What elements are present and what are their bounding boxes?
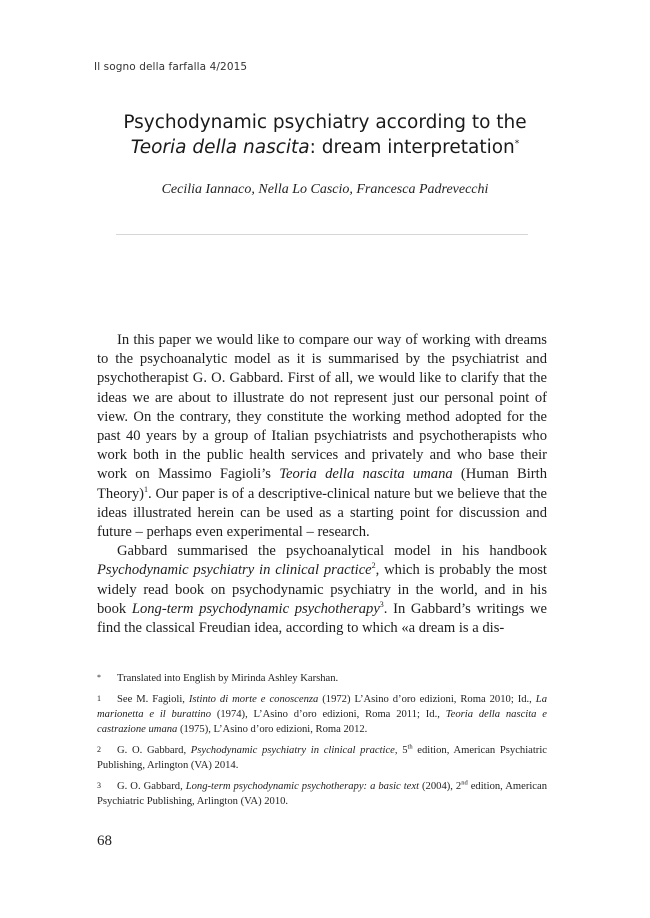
footnote-italic: Teoria della nascita e castrazione umana <box>97 709 547 735</box>
footnote-mark: 2 <box>97 745 101 754</box>
footnote-mark: 3 <box>97 781 101 790</box>
p1-text-a: In this paper we would like to compare our way of working with dreams to the psychoanalytic model as it is summarised by the psychiatrist and psychotherapist G. O. Gabbard. First of all, we would like to clarify that the ideas we are about to illustrate do not represent just our personal point of view. On the contrary, they constitute the working method adopted for the past 40 years by a group of Italian psychiatrists and psychotherapists who work both in the public health services and privately and who base their work on Massimo Fagioli’s <box>97 332 547 483</box>
footnote-italic: Istinto di morte e conoscenza <box>188 694 319 705</box>
p2-text-a: Gabbard summarised the psychoanalytical model in his handbook <box>117 543 547 560</box>
footnote-ref-1: 1 <box>144 484 149 494</box>
footnote-superscript: th <box>407 743 413 751</box>
footnote-ref-2: 2 <box>371 561 376 571</box>
p1-text-c: . Our paper is of a descriptive-clinical nature but we believe that the ideas illustrated herein can be used as a starting point for discussion and future – perhaps even experimental – research. <box>97 485 547 541</box>
footnote-italic: Long-term psychodynamic psychotherapy: a basic text <box>185 781 420 792</box>
p1-italic: Teoria della nascita umana <box>279 466 453 483</box>
footnote-text: See M. Fagioli, <box>117 694 189 705</box>
title-line-2: : dream interpretation <box>309 137 515 158</box>
p2-text-b: , which is probably the most widely read book on psychodynamic psychiatry in the world, and in his book <box>97 562 547 617</box>
article-title <box>60 110 590 160</box>
footnote-text: (1974), L’Asino d’oro edizioni, Roma 2011; Id., <box>211 709 446 720</box>
p2-text-c: . In Gabbard’s writings we find the classical Freudian idea, according to which «a dream is a dis- <box>97 600 547 637</box>
footnote-text: Translated into English by Mirinda Ashley Karshan. <box>117 673 339 684</box>
paragraph-1 <box>97 331 547 542</box>
footnote-text: edition, American Psychiatric Publishing, Arlington (VA) 2010. <box>97 781 547 807</box>
footnote-ref-3: 3 <box>379 599 384 609</box>
footnote-star <box>97 670 547 686</box>
footnote-italic: Psychodynamic psychiatry in clinical practice <box>190 745 395 756</box>
running-head: Il sogno della farfalla 4/2015 <box>94 61 248 73</box>
page-number: 68 <box>97 833 112 849</box>
title-footnote-mark: * <box>514 138 520 149</box>
footnote-text: G. O. Gabbard, <box>117 781 186 792</box>
footnote-1 <box>97 691 547 737</box>
p1-text-b: (Human Birth Theory) <box>97 466 548 502</box>
title-italic-part: Teoria della nascita <box>130 137 310 158</box>
authors: Cecilia Iannaco, Nella Lo Cascio, Francesca Padrevecchi <box>161 182 489 197</box>
footnote-3 <box>97 778 547 809</box>
paragraph-2 <box>97 542 547 638</box>
footnote-text: (1972) L’Asino d’oro edizioni, Roma 2010; Id., <box>318 694 536 705</box>
footnote-text: (1975), L’Asino d’oro edizioni, Roma 2012. <box>177 724 368 735</box>
footnote-text: edition, American Psychiatric Publishing, Arlington (VA) 2014. <box>97 745 547 771</box>
footnote-mark: 1 <box>97 694 101 703</box>
footnote-superscript: nd <box>461 779 468 787</box>
body-text <box>97 331 547 638</box>
footnotes <box>97 670 547 814</box>
footnote-text: , 5 <box>394 745 408 756</box>
footnote-text: G. O. Gabbard, <box>117 745 191 756</box>
footnote-2 <box>97 742 547 773</box>
p2-italic-1: Psychodynamic psychiatry in clinical practice <box>97 562 372 579</box>
footnote-italic: La marionetta e il burattino <box>97 694 547 720</box>
p2-italic-2: Long-term psychodynamic psychotherapy <box>131 600 380 617</box>
title-line-1: Psychodynamic psychiatry according to the <box>123 112 527 133</box>
footnote-text: (2004), 2 <box>419 781 462 792</box>
title-divider <box>116 234 528 235</box>
footnote-mark: * <box>97 673 101 682</box>
